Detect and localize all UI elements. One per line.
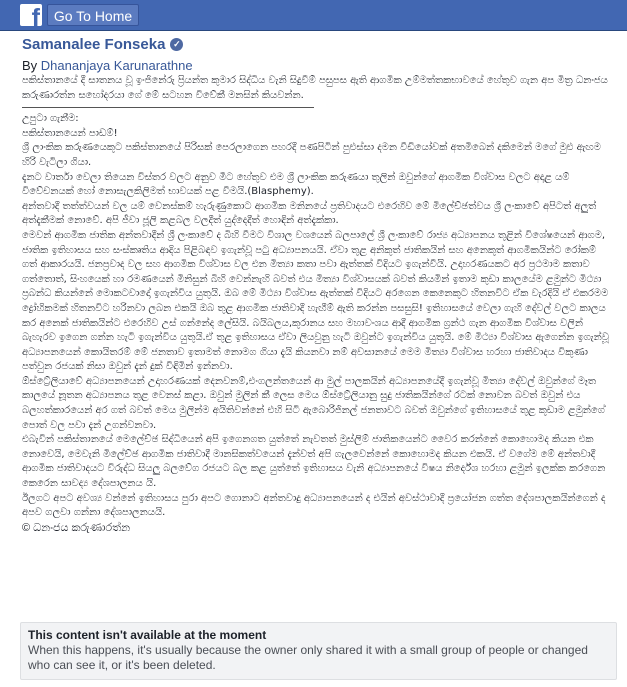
byline-author-link[interactable]: Dhananjaya Karunarathne (40, 58, 193, 73)
quote-label: උපුටා ගැනීම: (22, 113, 79, 125)
paragraph: අන්තවාදී තත්ත්වයන් වල යම් වෙනස්කම් හැරුණුකොට ආගමික මනිනයේ ප්‍රතිවාදයට එරෙහිව මේ මිලේච්ඡත්වය ශ්‍රී ලංකාවේ අපිටත් අලුත් අත්දැකීමක් නොවේ. අපි ජීවා ජූලි කළබල වලදීත් යුද්දෙදීත් හොඳින් අත්දැක්කා. (22, 200, 597, 227)
author-name[interactable]: Samanalee Fonseka (22, 36, 166, 53)
copyright-line: © ධනංජය කරුණාරත්න (22, 521, 131, 534)
paragraph: ඕස්ට්‍රේලියාවේ අධ්‍යාපනයෙන් උදාහරණයක් දෙනවනම්,එංගලන්තයෙන් ආ මුල් පාලකයින් අධ්‍යාපනයේදී ඉගැන්වූ මිත්‍යා දේවල් ඔවුන්ගේ මෑත කාලයේ නූතන අධ්‍යාපනය තුළ වෙනස් කළා. ඔවුන් මුලින් කී ලෙස මෙය ඕස්ට්‍රේලියානු සුදු ජාතිකයින්ගේ රටක් නොවන බවත් ඔවුන් එය බලහත්කාරයෙන් අර ගත් බවත් මෙය මුලින්ම අයිතිවන්නේ එහි සිටි ඇබොරිජිනල් ජනතාවට බවත් ඔවුන්ගේ ඉතිහාසයේ තුළ කුඩාම ළමුන්ගේ පොත් වල පවා දැන් උගන්වනවා. (22, 375, 605, 431)
quote-title: පකිස්තානයෙන් පාඩම්! (22, 127, 118, 139)
byline (22, 58, 193, 73)
top-bar (0, 0, 627, 31)
notice-title: This content isn't available at the moment (28, 628, 267, 642)
byline-prefix: By (22, 58, 38, 73)
intro-paragraph: පකිස්තානයේ දී සාතනය වූ ඉංජිනේරු ප්‍රියන්ත කුමාර සිද්ධිය වැනි සිදුවීම් පසුපස ඇති ආගමික උම්මත්තකභාවයේ හේතුව ගැන අප මිත්‍ර ධනංජය කරුණාරත්න සහෝදරයා ගේ මේ සටහන විවේකී මනසින් කියවන්න. (22, 75, 608, 101)
post-author[interactable] (22, 36, 183, 53)
post-body (22, 74, 610, 535)
facebook-logo-icon[interactable]: f (20, 4, 42, 26)
paragraph: දැනට වාර්තා වෙලා තියෙන විස්තර වලට අනුව මීට හේතුව එම ශ්‍රී ලාංකික කරුණයා තුලින් ඔවුන්ගේ ආගමික විශ්වාස වලට අදාළ යම් විවේචනයක් හෝ නොසැලකිලිමත් භාවයක් පළ වීමයි.(Blasphemy). (22, 171, 570, 198)
paragraph: ඊලගට අපට අවශ්‍ය වන්නේ ඉතිහාසය පුරා අපට ගොනාට අන්තවාදු අධ්‍යාපනයෙන් ද එයින් අවස්ථාවාදී ප්‍රයෝජන ගත්ත දේශපාලකයින්ගෙන් ද අපව ගලවා ගන්නා දේශපාලනයයි. (22, 492, 606, 519)
unavailable-content-notice (20, 622, 617, 680)
paragraph: එබැවින් පකිස්තානයේ මෙලේච්ඡ සිද්ධියෙන් අපි ඉගෙනගත යුත්තේ නැවතත් මුස්ලිම් ජාතිකයෙන්ට වෛර කරන්නේ කොහොමද කියන එක නොවෙයි, මෙවැනි මිලේච්ඡ ආගමික ජාතිවාදී මානසිකත්වයෙන් දැන්වත් අපි ගැලවෙන්නේ කොහොමද කියන එකයි. ඒ වගේම මේ අන්තවාදී ආගමික ජාතිවාදයට විරුද්ධ සියලු බලවේග රජයට බල කළ යුත්තේ ඉතිහාසය වැනි අධ්‍යාපනයේ විෂය නිර්දේශ හරහා ළමුන් ඉලක්ක කරගෙන කෙරෙන සාවද්‍ය දේශපාලනය යි. (22, 434, 606, 490)
verified-badge-icon: ✓ (170, 38, 183, 51)
paragraph: ශ්‍රී ලාංකික කරුණයෙකුට පකිස්තානයේ පිරිසක් පෙරලාගෙන පහරදී පණපිටින් පුළුස්සා දමන වීඩියෝවක් අතමිබෙන් දකිමෙන් මගේ මුළු ඇඟම හිරි වැටිලා ගියා. (22, 142, 601, 168)
notice-text: When this happens, it's usually because the owner only shared it with a small group of people or changed who can see it, or it's been deleted. (28, 643, 588, 672)
paragraph: මෙවන් ආගමික ජාතික අන්තවාදීන් ශ්‍රී ලංකාවේ ද බිහි වීමට විශාල වශයෙන් බලපාලේ ශ්‍රී ලංකාවේ රාජ්‍ය අධ්‍යාපනය තුළින් විශේෂයෙන් ආගම, ජාතික ඉතිහාසය සහ සංස්කෘතිය ආදිය පිළිබඳව ඉගැන්වූ පටු අධ්‍යාපනයයි. ඒවා තුළ අනිකුත් ජාතිකයින් සහ අනෙකුත් ආගමිකයින්ට රෝකම් ගත් ආකාරයයි. ජනප්‍රවාද වල සහ ආගමික විශ්වාස වල එන මිත්‍යා කතා පවා ඇත්තක් විදියට ඉගැන්වීයි. උදාහරණයකට අර ප්‍රථමාම කතාව ගත්තොත්, සිංහයෙක් හා රමණයෙන් මිනිසුන් බිහි වෙන්නැහි බවත් එය මිත්‍යා විශ්වාසයක් බවත් කියමින් ඉතාම කුඩා කාලයේම ළමුන්ට මිථ්‍යා ප්‍රබන්ධ කියන්නේ මොකටවාදෝ ඉගැන්විය යුතුයි. ඔබ මේ මිථ්‍යා විශ්වාස ඇත්තක් විදියට අරගෙන කෙනෙකුට හිතනවිට ඒක වැරදියි ඒ එකරමම ද්‍රෝහිකමක් හිතනවිට හරිනවා ලබන එකයි ඔබ තුළ ආගමික ජාතිවාදී හැඟීම් ඇති කරන්න පසසුසි! ඉතිහාසයේ වෙලා ගැහි දේවල් වලට කාලය කර අනෙක් ජාතිකයින්ට එරෙහිව උස් ගන්නේද ලේසියි. බයිබලය,කුරානය සහ මහාවංශය ආදී ආගමික ග්‍රන්ථ ගැන ආගමික විශ්වාස වලින් බැහැරව ඉගෙන ගන්න හැටි ඉගැන්විය යුතුයි.ඒ තුළ ඉතිහාසය ඒවා ලියවුනු හැටි ඔවුන්ට ඉගැන්විය යුතුයි. මේ මිථ්‍යා විශ්වාස ඇගෙන්න ඉගැන්වූ අධ්‍යාපනයෙන් කොයිතරම් මේ ජනතාව ඉතාමත් නොමග ගියා දැයි කියනවා නම් අවසානයේ මෙම මිත්‍යා විශ්වාස හරහා ජාතිවාදය විකුණා පත්වුන රජයක් නිසා ඔවුන් දැන් දුක් විඳිමින් ඉන්නවා. (22, 229, 609, 373)
go-to-home-button[interactable]: Go To Home (47, 4, 139, 26)
divider (22, 107, 314, 108)
